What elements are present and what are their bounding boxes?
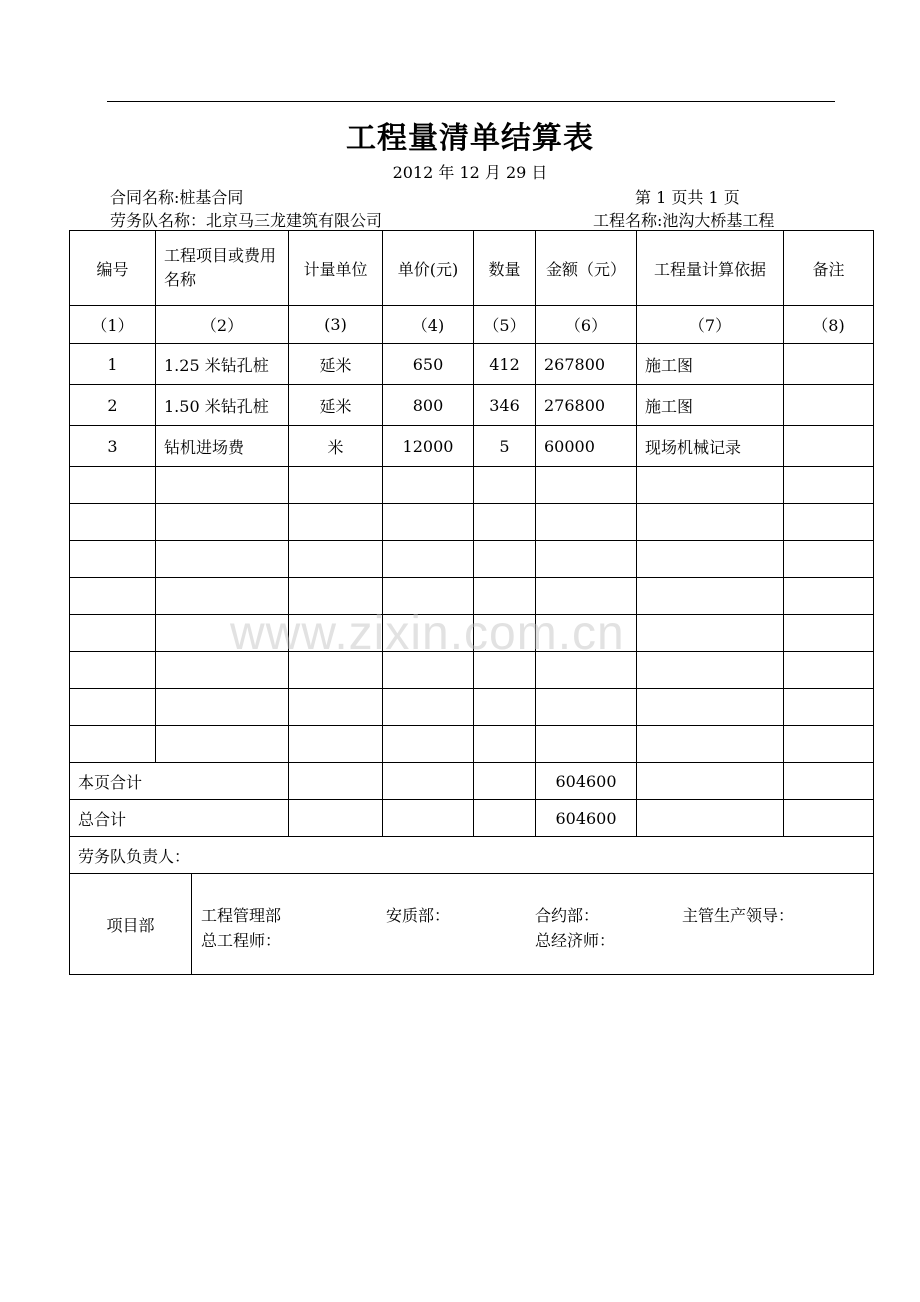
safety-dept-label: 安质部： — [386, 906, 451, 925]
header-unit: 计量单位 — [289, 231, 383, 306]
row-unit: 米 — [289, 426, 383, 467]
row-unit: 延米 — [289, 385, 383, 426]
row-amount: 267800 — [536, 344, 637, 385]
row-amount: 276800 — [536, 385, 637, 426]
index-row — [70, 306, 874, 344]
row-amount: 60000 — [536, 426, 637, 467]
page-total-row — [70, 763, 874, 800]
index-cell: （8) — [784, 306, 874, 344]
header-amount: 金额（元） — [536, 231, 637, 306]
table-row — [70, 426, 874, 467]
grand-total-label: 总合计 — [70, 800, 289, 837]
row-no: 1 — [70, 344, 156, 385]
row-basis: 现场机械记录 — [637, 426, 784, 467]
index-cell: （5） — [474, 306, 536, 344]
empty-row — [70, 652, 874, 689]
row-item-name: 1.25 米钻孔桩 — [156, 344, 289, 385]
eng-mgmt-label: 工程管理部 — [201, 906, 282, 925]
document-date: 2012 年 12 月 29 日 — [392, 163, 548, 182]
empty-row — [70, 689, 874, 726]
empty-row — [70, 578, 874, 615]
table-row — [70, 385, 874, 426]
top-rule — [107, 101, 835, 102]
team-name: 劳务队名称：北京马三龙建筑有限公司 — [110, 211, 383, 230]
page-total-amount: 604600 — [536, 763, 637, 800]
row-qty: 346 — [474, 385, 536, 426]
document-title: 工程量清单结算表 — [346, 121, 594, 156]
header-item-name: 工程项目或费用名称 — [156, 231, 289, 306]
row-item-name: 1.50 米钻孔桩 — [156, 385, 289, 426]
chief-economist-label: 总经济师： — [535, 931, 616, 950]
empty-row — [70, 541, 874, 578]
row-price: 800 — [383, 385, 474, 426]
page-info: 第 1 页共 1 页 — [635, 188, 740, 207]
project-dept-row — [70, 874, 874, 975]
index-cell: (3) — [289, 306, 383, 344]
header-basis: 工程量计算依据 — [637, 231, 784, 306]
contract-name: 合同名称:桩基合同 — [110, 188, 244, 207]
team-leader-label: 劳务队负责人： — [70, 837, 874, 874]
row-qty: 412 — [474, 344, 536, 385]
index-cell: （4) — [383, 306, 474, 344]
row-unit: 延米 — [289, 344, 383, 385]
header-no: 编号 — [70, 231, 156, 306]
project-dept-label: 项目部 — [70, 874, 192, 974]
contract-dept-label: 合约部： — [535, 906, 600, 925]
index-cell: （1） — [70, 306, 156, 344]
empty-row — [70, 504, 874, 541]
empty-row — [70, 467, 874, 504]
row-no: 2 — [70, 385, 156, 426]
empty-row — [70, 615, 874, 652]
row-price: 650 — [383, 344, 474, 385]
grand-total-row — [70, 800, 874, 837]
header-price: 单价(元) — [383, 231, 474, 306]
row-basis: 施工图 — [637, 385, 784, 426]
row-price: 12000 — [383, 426, 474, 467]
team-leader-row — [70, 837, 874, 874]
empty-row — [70, 726, 874, 763]
settlement-table — [69, 230, 874, 975]
row-no: 3 — [70, 426, 156, 467]
page-total-label: 本页合计 — [70, 763, 289, 800]
project-name: 工程名称:池沟大桥基工程 — [593, 211, 775, 230]
row-note — [784, 344, 874, 385]
production-leader-label: 主管生产领导： — [682, 906, 795, 925]
index-cell: （2） — [156, 306, 289, 344]
index-cell: （6） — [536, 306, 637, 344]
row-item-name: 钻机进场费 — [156, 426, 289, 467]
index-cell: （7） — [637, 306, 784, 344]
row-qty: 5 — [474, 426, 536, 467]
grand-total-amount: 604600 — [536, 800, 637, 837]
table-row — [70, 344, 874, 385]
header-row — [70, 231, 874, 306]
header-qty: 数量 — [474, 231, 536, 306]
row-basis: 施工图 — [637, 344, 784, 385]
chief-engineer-label: 总工程师： — [201, 931, 282, 950]
row-note — [784, 426, 874, 467]
row-note — [784, 385, 874, 426]
watermark: www.zixin.com.cn — [230, 607, 625, 660]
header-note: 备注 — [784, 231, 874, 306]
signature-block — [192, 874, 873, 974]
